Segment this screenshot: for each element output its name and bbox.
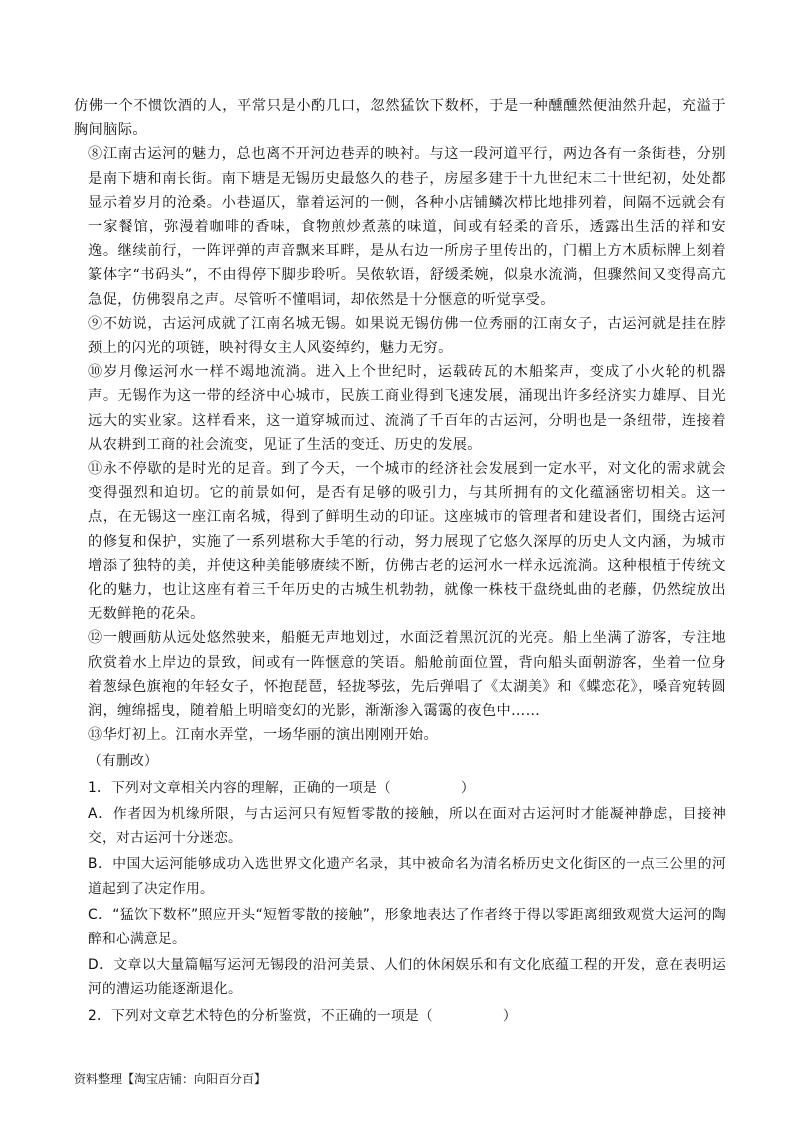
question-2: 2．下列对文章艺术特色的分析鉴赏，不正确的一项是（ ） xyxy=(88,1007,517,1024)
question-1-option-b: B．中国大运河能够成功入选世界文化遗产名录，其中被命名为清名桥历史文化街区的一点三公里的河道起到了决定作用。 xyxy=(88,856,726,897)
question-1-option-d: D．文章以大量篇幅写运河无锡段的沿河美景、人们的休闲娱乐和有文化底蕴工程的开发，意在表明运河的漕运功能逐渐退化。 xyxy=(88,957,726,998)
article-body xyxy=(74,94,726,1028)
paragraph-9: ⑨不妨说，古运河成就了江南名城无锡。如果说无锡仿佛一位秀丽的江南女子，古运河就是挂在脖颈上的闪光的项链，映衬得女主人风姿绰约，魅力无穷。 xyxy=(88,315,726,357)
edit-note: （有删改） xyxy=(88,753,158,770)
paragraph-11: ⑪永不停歇的是时光的足音。到了今天，一个城市的经济社会发展到一定水平，对文化的需求就会变得强烈和迫切。它的前景如何，是否有足够的吸引力，与其所拥有的文化蕴涵密切相关。这一点，在无锡这一座江南名城，得到了鲜明生动的印证。这座城市的管理者和建设者们，围绕古运河的修复和保护，实施了一系列堪称大手笔的行动，努力展现了它悠久深厚的历史人文内涵，为城市增添了独特的美，并使这种美能够赓续不断，仿佛古老的运河水一样永远流淌。这种根植于传统文化的魅力，也让这座有着三千年历史的古城生机勃勃，就像一株枝干盘绕虬曲的老藤，仍然绽放出无数鲜艳的花朵。 xyxy=(88,461,726,623)
paragraph-10: ⑩岁月像运河水一样不竭地流淌。进入上个世纪时，运载砖瓦的木船桨声，变成了小火轮的机器声。无锡作为这一带的经济中心城市，民族工商业得到飞速发展，涌现出许多经济实力雄厚、目光远大的实业家。这样看来，这一道穿城而过、流淌了千百年的古运河，分明也是一条纽带，连接着从农耕到工商的社会流变，见证了生活的变迁、历史的发展。 xyxy=(88,364,726,453)
paragraph-12: ⑫一艘画舫从远处悠然驶来，船艇无声地划过，水面泛着黑沉沉的光亮。船上坐满了游客，专注地欣赏着水上岸边的景致，间或有一阵惬意的笑语。船舱前面位置，背向船头面朝游客，坐着一位身着葱绿色旗袍的年轻女子，怀抱琵琶，轻拢琴弦，先后弹唱了《太湖美》和《蝶恋花》，嗓音宛转圆润，缠绵摇曳，随着船上明暗变幻的光影，渐渐渗入霭霭的夜色中…… xyxy=(88,630,726,720)
footer-source: 资料整理【淘宝店铺：向阳百分百】 xyxy=(74,1072,267,1086)
question-1-option-c: C．“猛饮下数杯”照应开头“短暂零散的接触”，形象地表达了作者终于得以零距离细致观赏大运河的陶醉和心满意足。 xyxy=(88,906,726,947)
paragraph-continuation: 仿佛一个不惯饮酒的人，平常只是小酌几口，忽然猛饮下数杯，于是一种醺醺然便油然升起，充溢于胸间脑际。 xyxy=(74,98,726,139)
paragraph-13: ⑬华灯初上。江南水弄堂，一场华丽的演出刚刚开始。 xyxy=(88,727,439,744)
question-1-option-a: A．作者因为机缘所限，与古运河只有短暂零散的接触，所以在面对古运河时才能凝神静虑，目接神交，对古运河十分迷恋。 xyxy=(88,805,726,847)
question-1: 1．下列对文章相关内容的理解，正确的一项是（ ） xyxy=(88,779,475,796)
paragraph-8: ⑧江南古运河的魅力，总也离不开河边巷弄的映衬。与这一段河道平行，两边各有一条街巷，分别是南下塘和南长街。南下塘是无锡历史最悠久的巷子，房屋多建于十九世纪末二十世纪初，处处都显示着岁月的沧桑。小巷逼仄，靠着运河的一侧，各种小店铺鳞次栉比地排列着，间隔不远就会有一家餐馆，弥漫着咖啡的香味，食物煎炒煮蒸的味道，间或有轻柔的音乐，透露出生活的祥和安逸。继续前行，一阵评弹的声音飘来耳畔，是从右边一所房子里传出的，门楣上方木质标牌上刻着篆体字“书码头”，不由得停下脚步聆听。吴侬软语，舒缓柔婉，似泉水流淌，但骤然间又变得高亢急促，仿佛裂帛之声。尽管听不懂唱词，却依然是十分惬意的听觉享受。 xyxy=(88,146,726,308)
